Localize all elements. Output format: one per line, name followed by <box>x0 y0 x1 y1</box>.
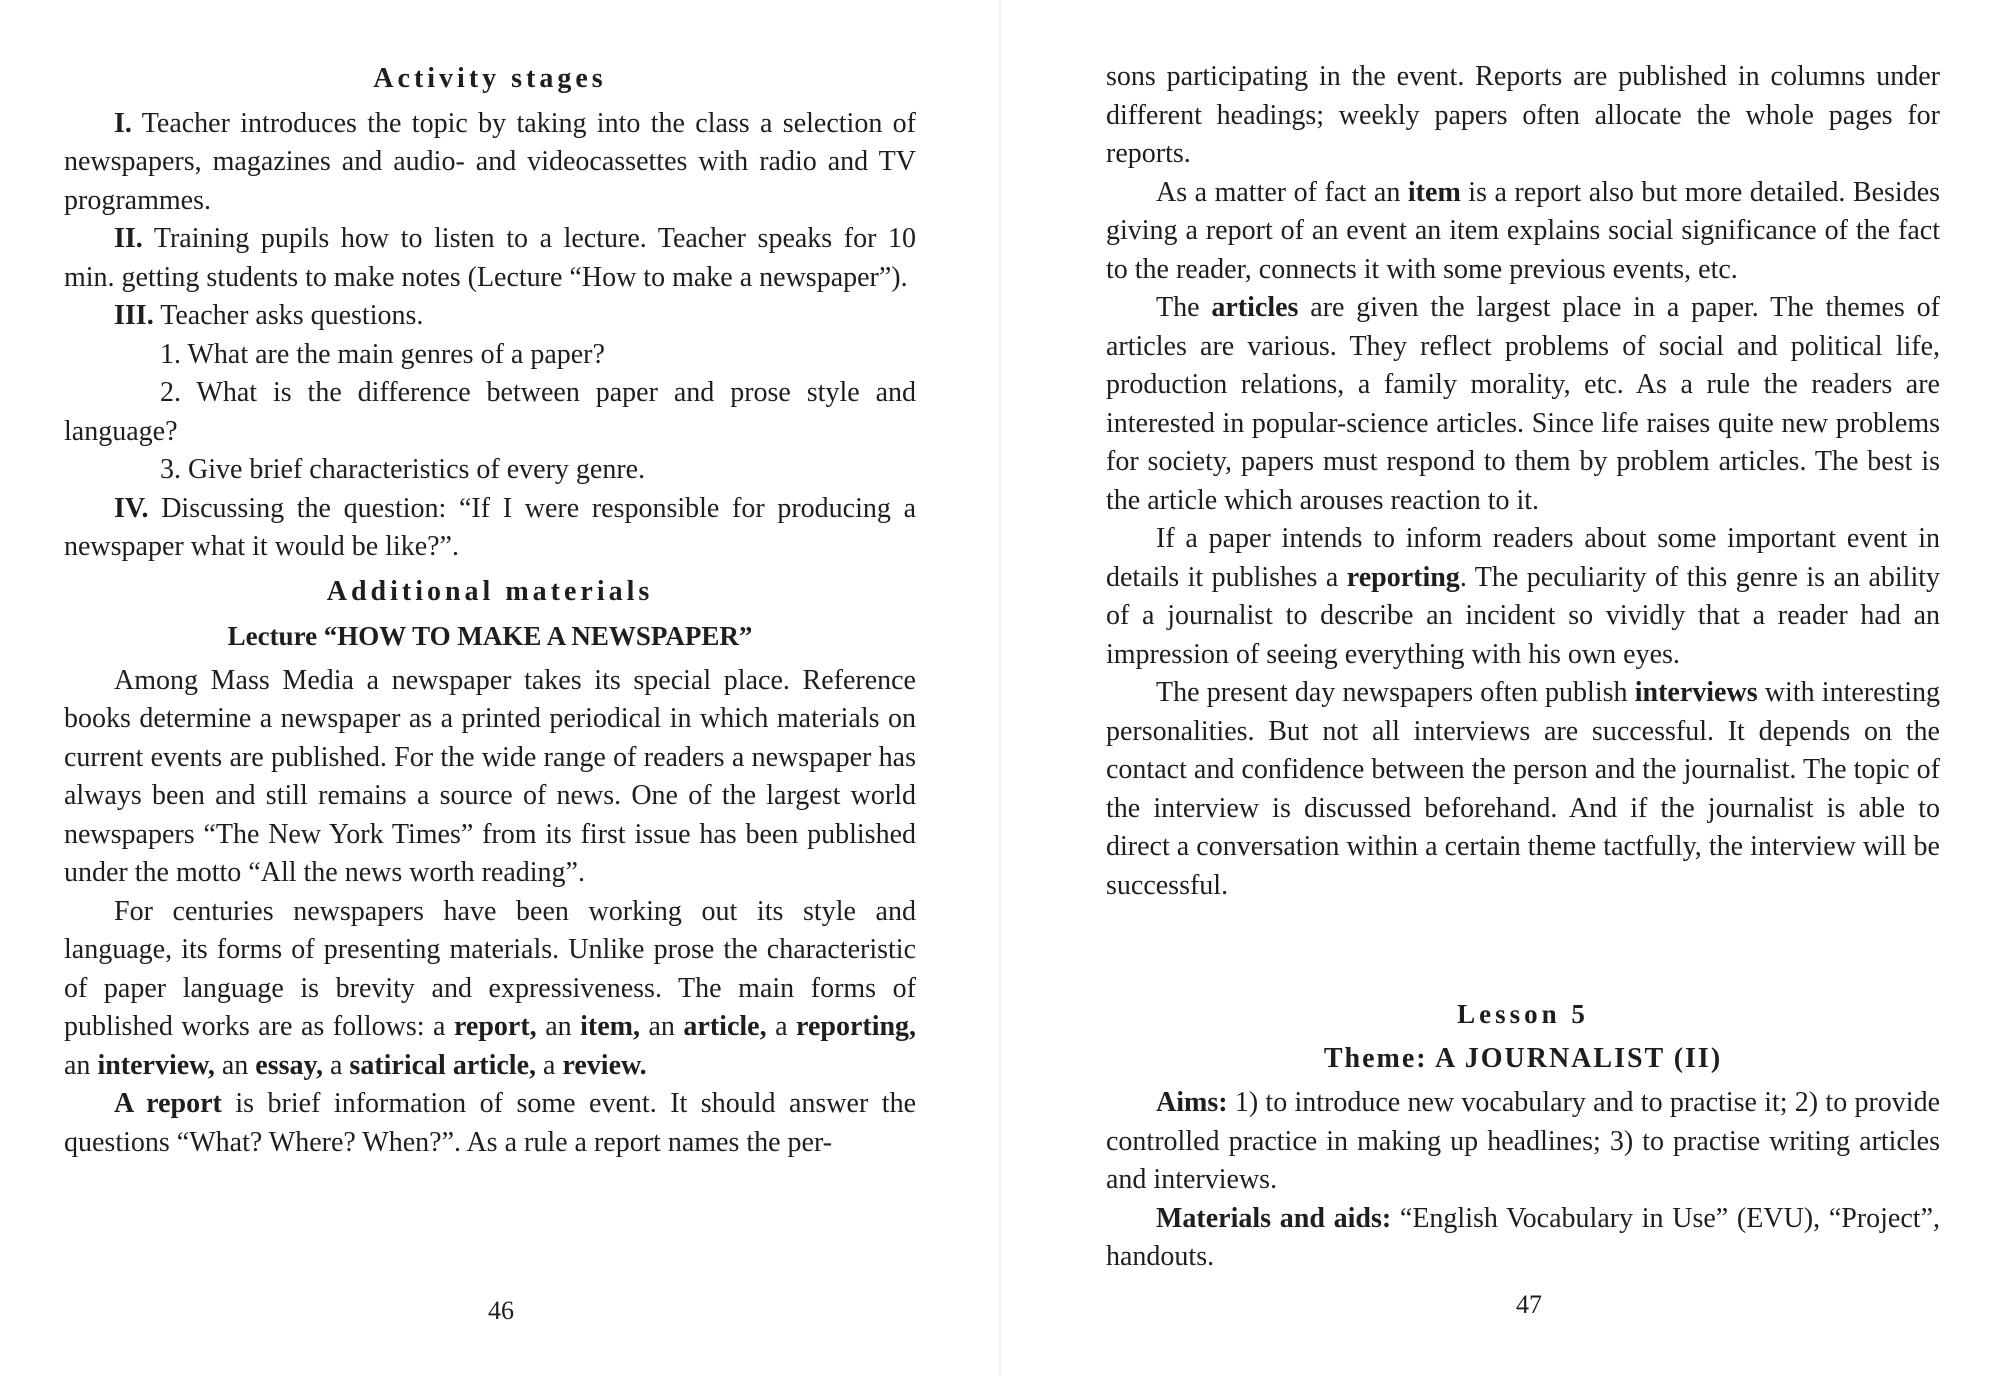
stage-3: III. Teacher asks questions. <box>114 300 424 331</box>
reporting-paragraph: If a paper intends to inform readers about some important event in details it publishes a reporting. The peculiarity of this genre is an ability of a journalist to describe an incident so vividly that a reader had an impression of seeing everything with his own eyes. <box>1106 523 1941 670</box>
stage-1: I. Teacher introduces the topic by taking into the class a selection of newspapers, magazines and audio- and videocassettes with radio and TV programmes. <box>64 107 916 216</box>
right-paragraph-1: sons participating in the event. Reports are published in columns under different headings; weekly papers often allocate the whole pages for reports. <box>1106 61 1940 169</box>
lesson-heading: Lesson 5 <box>1457 999 1589 1029</box>
right-page-text <box>1106 58 1940 1277</box>
materials-paragraph: Materials and aids: “English Vocabulary in Use” (EVU), “Project”, handouts. <box>1106 1202 1940 1272</box>
book-spine <box>998 0 1002 1376</box>
theme-heading: Theme: A JOURNALIST (II) <box>1323 1042 1723 1074</box>
page-number-right: 47 <box>1516 1290 1542 1319</box>
aims-paragraph: Aims: 1) to introduce new vocabulary and to practise it; 2) to provide controlled practice in making up headlines; 3) to practise writing articles and interviews. <box>1106 1087 1940 1195</box>
question-2: 2. What is the difference between paper and prose style and language? <box>64 377 916 447</box>
question-3: 3. Give brief characteristics of every genre. <box>160 454 646 485</box>
question-1: 1. What are the main genres of a paper? <box>160 338 605 370</box>
stage-2: II. Training pupils how to listen to a lecture. Teacher speaks for 10 min. getting students to make notes (Lecture “How to make a newspaper”). <box>64 223 916 293</box>
interviews-paragraph: The present day newspapers often publish interviews with interesting personalities. But not all interviews are successful. It depends on the contact and confidence between the person and the journalist. The topic of the interview is discussed beforehand. And if the journalist is able to direct a conversation within a certain theme tactfully, the interview will be successful. <box>1106 677 1941 901</box>
page-number-left: 46 <box>488 1296 514 1325</box>
lecture-heading: Lecture “HOW TO MAKE A NEWSPAPER” <box>227 621 753 651</box>
stage-4: IV. Discussing the question: “If I were responsible for producing a newspaper what it would be like?”. <box>64 492 916 562</box>
left-page-text <box>64 60 916 1162</box>
activity-stages-heading: Activity stages <box>373 63 607 94</box>
lecture-paragraph-3: A report is brief information of some event. It should answer the questions “What? Where? When?”. As a rule a report names the per- <box>64 1088 916 1158</box>
articles-paragraph: The articles are given the largest place in a paper. The themes of articles are various. They reflect problems of social and political life, production relations, a family morality, etc. As a rule the readers are interested in popular-science articles. Since life raises quite new problems for society, papers must respond to them by problem articles. The best is the article which arouses reaction to it. <box>1106 292 1940 516</box>
item-paragraph: As a matter of fact an item is a report also but more detailed. Besides giving a report of an event an item explains social significance of the fact to the reader, connects it with some previous events, etc. <box>1106 176 1941 285</box>
lecture-paragraph-2: For centuries newspapers have been working out its style and language, its forms of presenting materials. Unlike prose the characteristic of paper language is brevity and expressiveness. The main forms of published works are as follows: a report, an item, an article, a reporting, an interview, an essay, a satirical article, a review. <box>64 895 917 1081</box>
additional-materials-heading: Additional materials <box>326 575 654 607</box>
lecture-paragraph-1: Among Mass Media a newspaper takes its special place. Reference books determine a newspaper as a printed periodical in which materials on current events are published. For the wide range of readers a newspaper has always been and still remains a source of news. One of the largest world newspapers “The New York Times” from its first issue has been published under the motto “All the news worth reading”. <box>64 664 916 888</box>
